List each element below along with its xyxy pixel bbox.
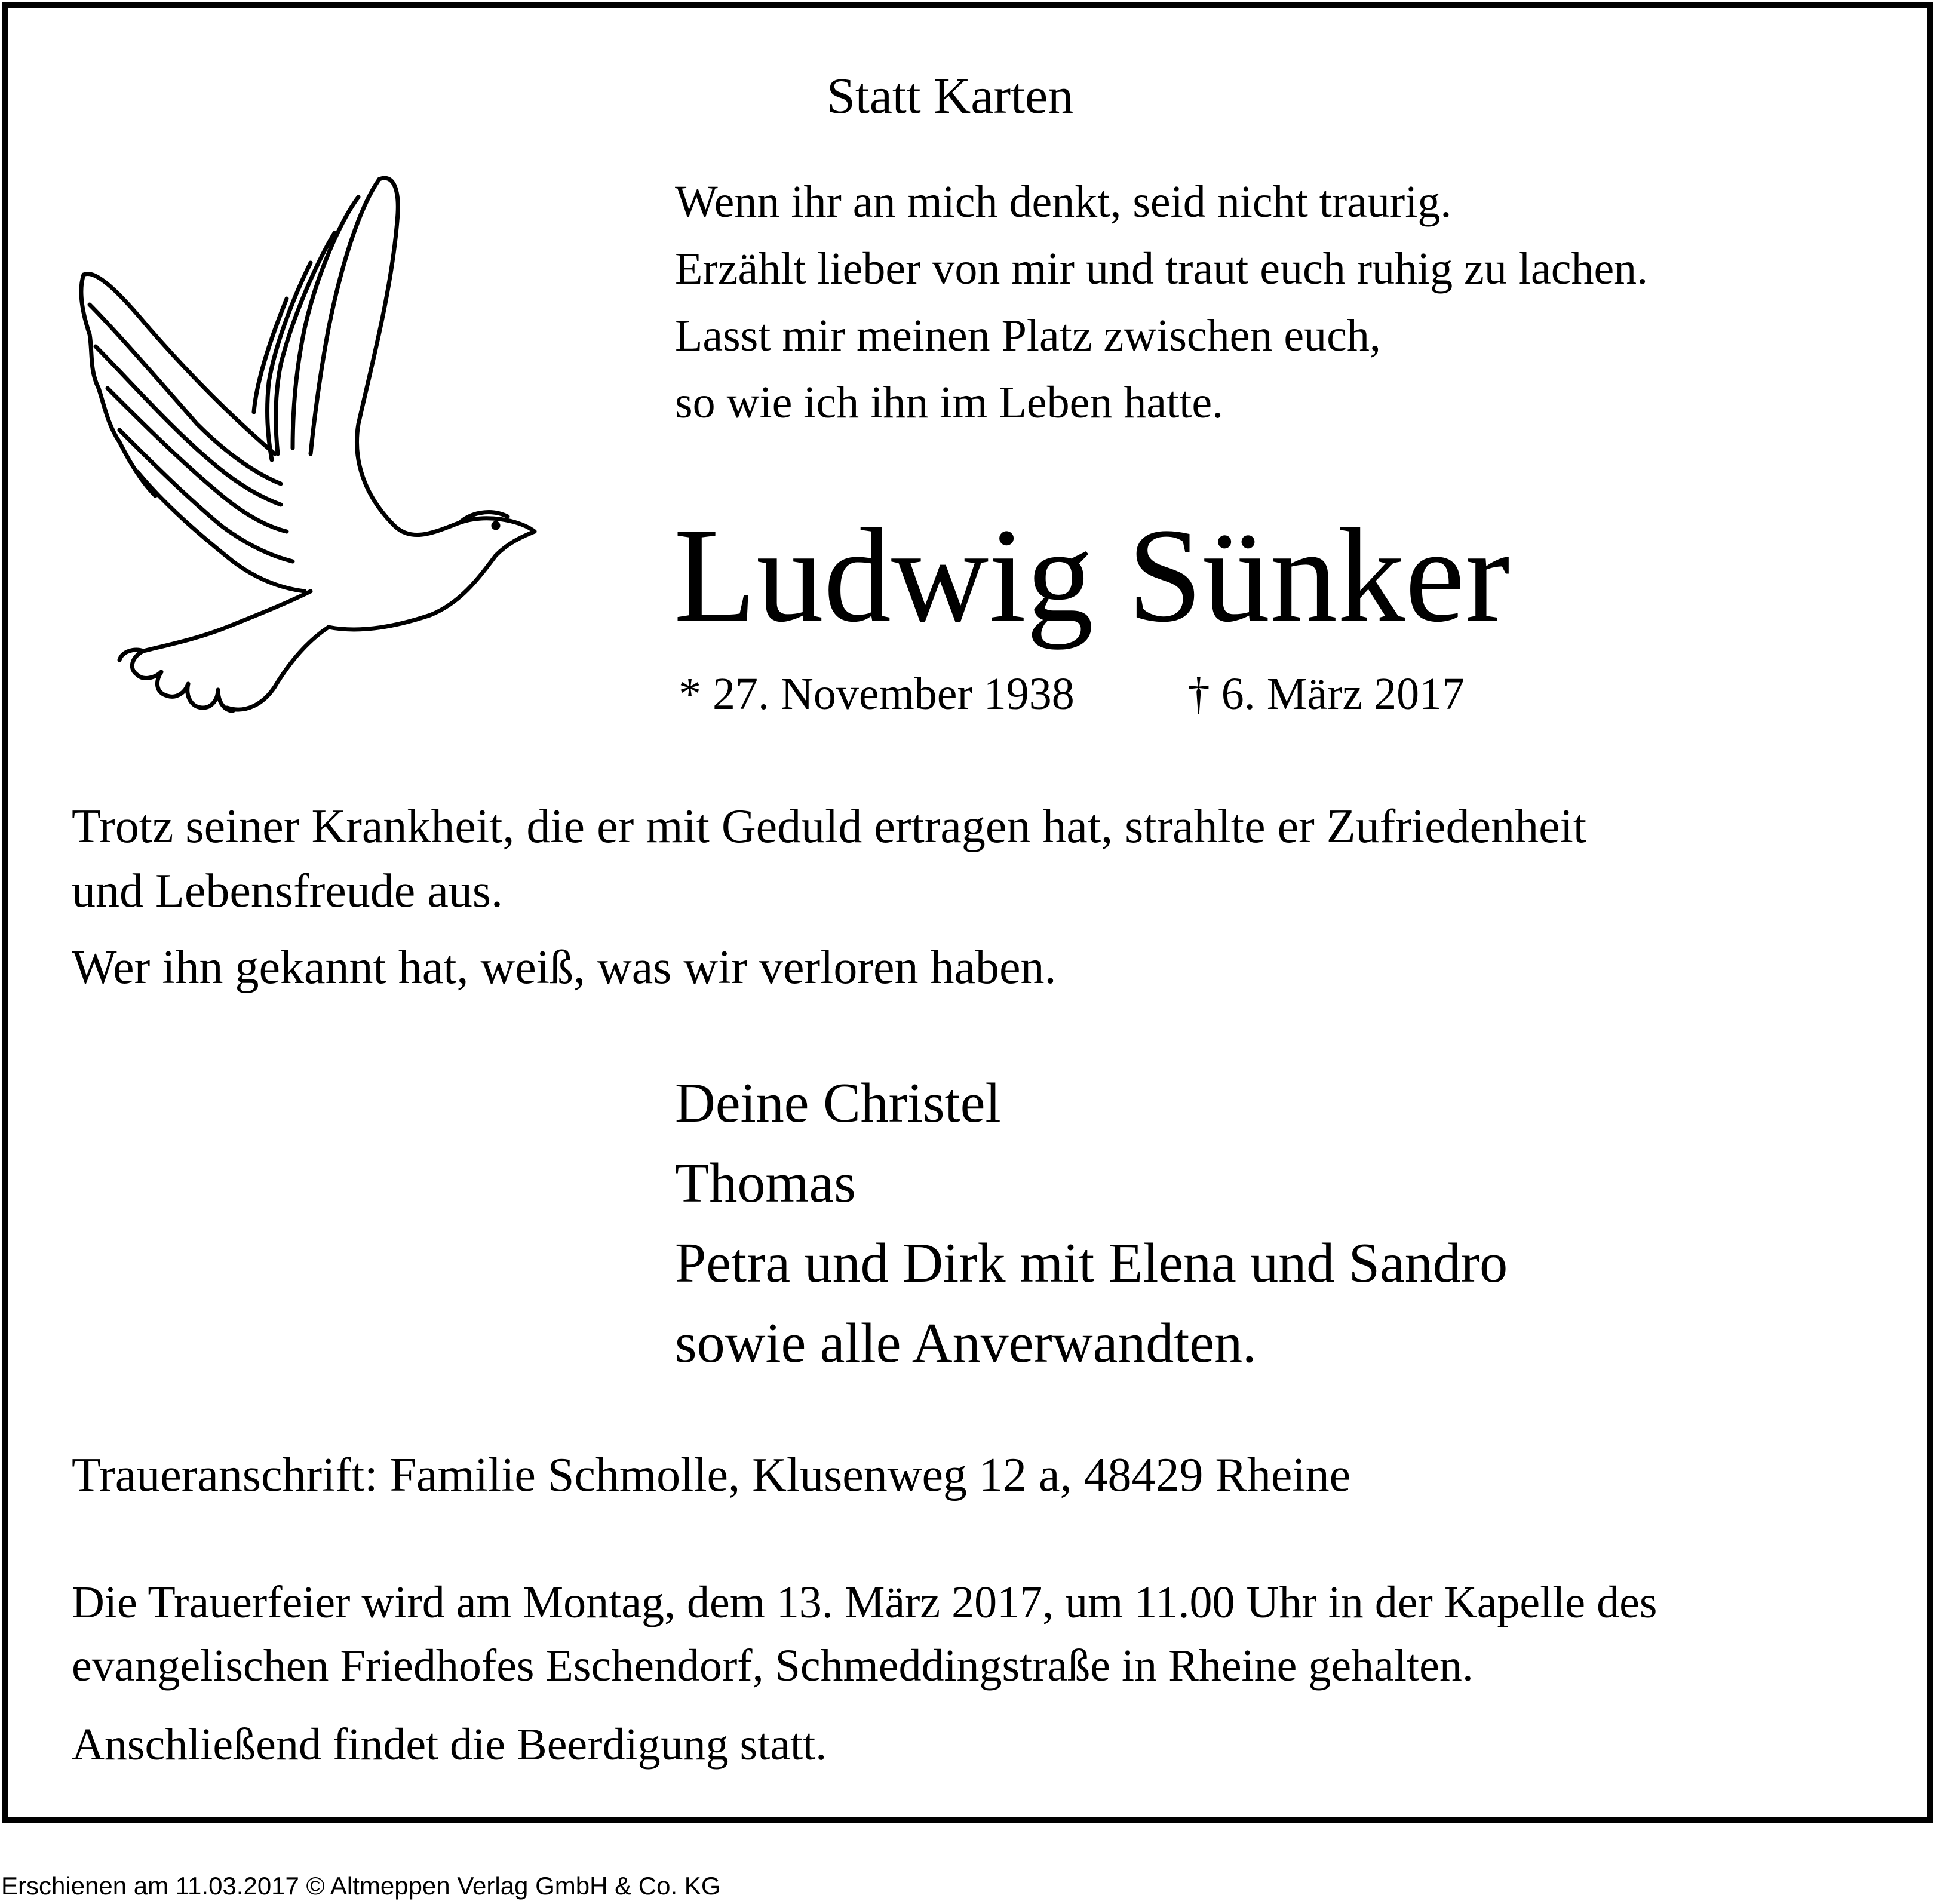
birth-date: * 27. November 1938	[679, 669, 1075, 719]
poem-line: Erzählt lieber von mir und traut euch ruhig zu lachen.	[675, 244, 1649, 294]
deceased-name: Ludwig Sünker	[674, 500, 1510, 650]
family-member: Deine Christel	[675, 1072, 1001, 1134]
mourning-address: Traueranschrift: Familie Schmolle, Klusenweg 12 a, 48429 Rheine	[72, 1449, 1351, 1501]
tribute-line: Wer ihn gekannt hat, weiß, was wir verloren haben.	[72, 941, 1057, 994]
death-date: † 6. März 2017	[1187, 669, 1465, 719]
funeral-service-info	[72, 1571, 1657, 1776]
family-member: Petra und Dirk mit Elena und Sandro	[675, 1232, 1508, 1294]
service-line: Die Trauerfeier wird am Montag, dem 13. März 2017, um 11.00 Uhr in der Kapelle des	[72, 1577, 1657, 1627]
service-line: Anschließend findet die Beerdigung statt.	[72, 1719, 827, 1770]
poem-line: so wie ich ihn im Leben hatte.	[675, 377, 1224, 428]
poem	[675, 168, 1648, 436]
poem-line: Lasst mir meinen Platz zwischen euch,	[675, 311, 1381, 361]
statt-karten-heading: Statt Karten	[827, 67, 1074, 124]
poem-line: Wenn ihr an mich denkt, seid nicht traurig.	[675, 177, 1452, 227]
tribute-line: und Lebensfreude aus.	[72, 865, 503, 917]
family-member: Thomas	[675, 1152, 856, 1214]
family-signatures	[675, 1063, 1508, 1383]
publication-footer: Erschienen am 11.03.2017 © Altmeppen Verlag GmbH & Co. KG	[1, 1872, 721, 1900]
life-dates	[679, 664, 1465, 724]
tribute-text	[72, 794, 1586, 1000]
tribute-line: Trotz seiner Krankheit, die er mit Geduld ertragen hat, strahlte er Zufriedenheit	[72, 800, 1587, 853]
family-member: sowie alle Anverwandten.	[675, 1312, 1257, 1374]
service-line: evangelischen Friedhofes Eschendorf, Schmeddingstraße in Rheine gehalten.	[72, 1641, 1474, 1691]
dove-icon	[78, 173, 544, 723]
